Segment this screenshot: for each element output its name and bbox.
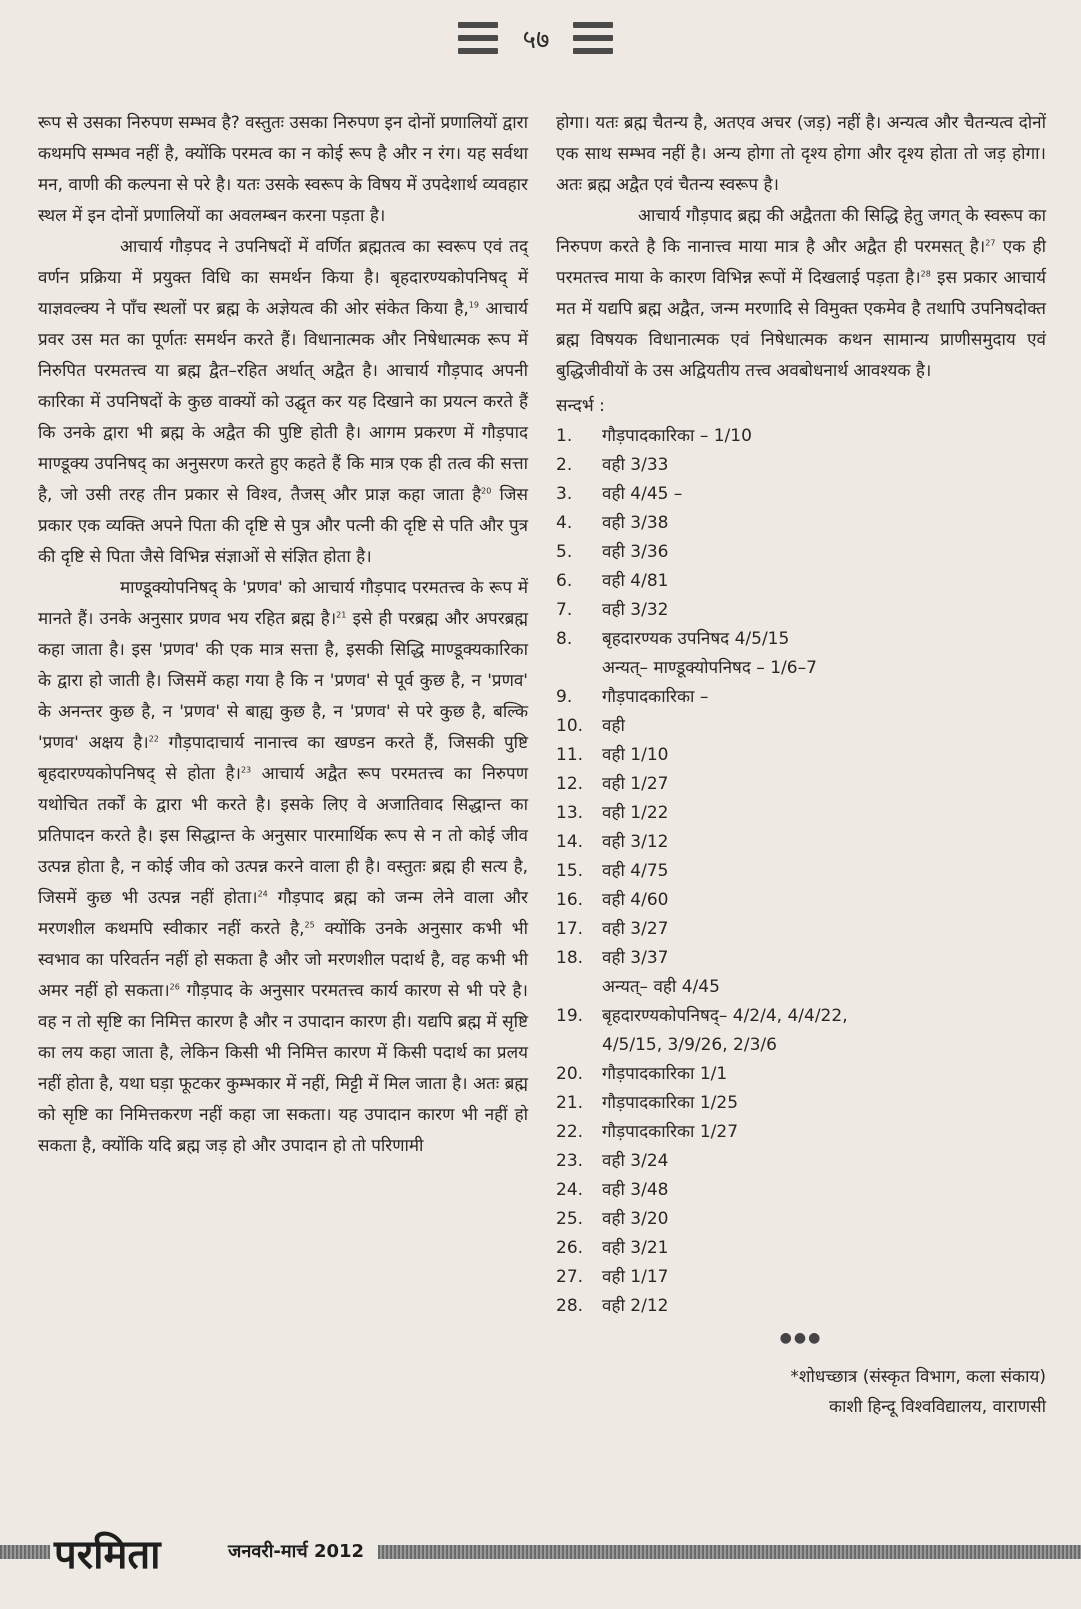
- reference-number: 4.: [556, 513, 573, 533]
- reference-item: [556, 567, 1046, 596]
- reference-number: 7.: [556, 600, 573, 620]
- references-list: [556, 422, 1046, 1321]
- reference-number: 11.: [556, 745, 584, 765]
- reference-number: 5.: [556, 542, 573, 562]
- reference-text: गौड़पादकारिका 1/25: [602, 1093, 739, 1113]
- reference-item: [556, 944, 1046, 973]
- reference-number: 22.: [556, 1122, 584, 1142]
- reference-text: गौड़पादकारिका 1/27: [602, 1122, 739, 1142]
- reference-number: 26.: [556, 1238, 584, 1258]
- reference-item: [556, 538, 1046, 567]
- reference-number: 13.: [556, 803, 584, 823]
- reference-number: 21.: [556, 1093, 584, 1113]
- reference-text: अन्यत्– माण्डूक्योपनिषद – 1/6–7: [602, 658, 817, 678]
- reference-item: [556, 770, 1046, 799]
- page-number: ५७: [522, 25, 550, 55]
- reference-text: बृहदारण्यक उपनिषद 4/5/15: [602, 629, 790, 649]
- footnote-ref: 21: [336, 610, 347, 620]
- reference-item: [556, 1292, 1046, 1321]
- reference-text: वही 1/10: [602, 745, 669, 765]
- reference-text: गौड़पादकारिका – 1/10: [602, 426, 752, 446]
- reference-number: 14.: [556, 832, 584, 852]
- reference-text: वही 3/48: [602, 1180, 669, 1200]
- reference-item: [556, 1263, 1046, 1292]
- reference-text: वही 3/38: [602, 513, 669, 533]
- reference-item: [556, 1031, 1046, 1060]
- reference-number: 9.: [556, 687, 573, 707]
- reference-number: 28.: [556, 1296, 584, 1316]
- paragraph-3: माण्डूक्योपनिषद् के 'प्रणव' को आचार्य गौड़पाद परमतत्त्व के रूप में मानते हैं। उनके अनुसार प्रणव भय रहित ब्रह्म है।$^{21}$ इसे ही परब्रह्म और अपरब्रह्म कहा जाता है। इस 'प्रणव' की एक मात्र सत्ता है, इसकी सिद्धि माण्डूक्यकारिका के द्वारा हो जाती है। जिसमें कहा गया है कि न 'प्रणव' से पूर्व कुछ है, न 'प्रणव' के अनन्तर कुछ है, न 'प्रणव' से बाह्य कुछ है, न 'प्रणव' से परे कुछ है, बल्कि 'प्रणव' अक्षय है।$^{22}$ गौड़पादाचार्य नानात्त्व का खण्डन करते हैं, जिसकी पुष्टि बृहदारण्यकोपनिषद् से होता है।$^{23}$ आचार्य अद्वैत रूप परमतत्त्व का निरुपण यथोचित तर्कों के द्वारा भी करते है। इसके लिए वे अजातिवाद सिद्धान्त का प्रतिपादन करते है। इस सिद्धान्त के अनुसार पारमार्थिक रूप से न तो कोई जीव उत्पन्न होता है, न कोई जीव को उत्पन्न करने वाला ही है। वस्तुतः ब्रह्म ही सत्य है, जिसमें कुछ भी उत्पन्न नहीं होता।$^{24}$ गौड़पाद ब्रह्म को जन्म लेने वाला और मरणशील कथमपि स्वीकार नहीं करते है,$^{25}$ क्योंकि उनके अनुसार कभी भी स्वभाव का परिवर्तन नहीं हो सकता है और जो मरणशील पदार्थ है, वह कभी भी अमर नहीं हो सकता।$^{26}$ गौड़पाद के अनुसार परमतत्त्व कार्य कारण से भी परे है। वह न तो सृष्टि का निमित्त कारण है और न उपादान कारण ही। यद्यपि ब्रह्म में सृष्टि का लय कहा जाता है, लेकिन किसी भी निमित्त कारण में किसी पदार्थ का प्रलय नहीं होता है, यथा घड़ा फूटकर कुम्भकार में नहीं, मिट्टी में मिल जाता है। अतः ब्रह्म को सृष्टि का निमित्तकरण नहीं कहा जा सकता। यह उपादान कारण भी नहीं हो सकता है, क्योंकि यदि ब्रह्म जड़ हो और उपादान हो तो परिणामी: [38, 578, 529, 1156]
- reference-number: 24.: [556, 1180, 584, 1200]
- reference-item: [556, 712, 1046, 741]
- reference-text: वही 1/22: [602, 803, 669, 823]
- reference-text: वही 1/17: [602, 1267, 669, 1287]
- reference-number: 1.: [556, 426, 573, 446]
- reference-item: [556, 451, 1046, 480]
- footer-stripe-left: [0, 1545, 50, 1559]
- reference-item: [556, 596, 1046, 625]
- reference-text: गौड़पादकारिका –: [602, 687, 709, 707]
- reference-item: [556, 509, 1046, 538]
- reference-text: वही 4/75: [602, 861, 669, 881]
- reference-text: वही 3/27: [602, 919, 669, 939]
- reference-item: [556, 973, 1046, 1002]
- reference-text: वही 2/12: [602, 1296, 669, 1316]
- reference-text: वही 3/33: [602, 455, 669, 475]
- reference-number: 8.: [556, 629, 573, 649]
- reference-text: वही 1/27: [602, 774, 669, 794]
- reference-text: वही 4/45 –: [602, 484, 683, 504]
- header-bars-left: [458, 22, 498, 56]
- reference-number: 25.: [556, 1209, 584, 1229]
- paragraph-2: आचार्य गौड़पद ने उपनिषदों में वर्णित ब्रह्मतत्व का स्वरूप एवं तद् वर्णन प्रक्रिया में प्रयुक्त विधि का समर्थन किया है। बृहदारण्यकोपनिषद् में याज्ञवल्क्य ने पाँच स्थलों पर ब्रह्म के अज्ञेयत्व की ओर संकेत किया है,$^{19}$ आचार्य प्रवर उस मत का पूर्णतः समर्थन करते हैं। विधानात्मक और निषेधात्मक रूप में निरुपित परमतत्त्व या ब्रह्म द्वैत–रहित अर्थात् अद्वैत है। आचार्य गौड़पाद अपनी कारिका में उपनिषदों के कुछ वाक्यों को उद्घृत कर यह दिखाने का प्रयत्न करते हैं कि उनके द्वारा भी ब्रह्म के अद्वैत की पुष्टि होती है। आगम प्रकरण में गौड़पाद माण्डूक्य उपनिषद् का अनुसरण करते हुए कहते हैं कि मात्र एक ही तत्व की सत्ता है, जो उसी तरह तीन प्रकार से विश्व, तैजस् और प्राज्ञ कहा जाता है$^{20}$ जिस प्रकार एक व्यक्ति अपने पिता की दृष्टि से पुत्र और पत्नी की दृष्टि से पति और पुत्र की दृष्टि से पिता जैसे विभिन्न संज्ञाओं से संज्ञित होता है।: [38, 237, 528, 567]
- paragraph-5: आचार्य गौड़पाद ब्रह्म की अद्वैतता की सिद्धि हेतु जगत् के स्वरूप का निरुपण करते है कि नानात्त्व माया मात्र है और अद्वैत ही परमसत् है।$^{27}$ एक ही परमतत्त्व माया के कारण विभिन्न रूपों में दिखलाई पड़ता है।$^{28}$ इस प्रकार आचार्य मत में यद्यपि ब्रह्म अद्वैत, जन्म मरणादि से विमुक्त एकमेव है तथापि उपनिषदोक्त ब्रह्म विषयक विधानात्मक एवं निषेधात्मक कथन सामान्य प्राणीसमुदाय एवं बुद्धिजीवीयों के उस अद्वियतीय तत्त्व अवबोधनार्थ आवश्यक है।: [556, 206, 1047, 381]
- footnote-ref: 19: [468, 300, 479, 310]
- author-affiliation: [556, 1362, 1046, 1422]
- reference-text: गौड़पादकारिका 1/1: [602, 1064, 728, 1084]
- reference-text: बृहदारण्यकोपनिषद्– 4/2/4, 4/4/22,: [602, 1006, 848, 1026]
- references-heading: सन्दर्भ :: [556, 396, 605, 416]
- reference-text: वही 3/32: [602, 600, 669, 620]
- paragraph-4: होगा। यतः ब्रह्म चैतन्य है, अतएव अचर (जड़) नहीं है। अन्यत्व और चैतन्यत्व दोनों एक साथ सम्भव नहीं है। अन्य होगा तो दृश्य होगा और दृश्य होता तो जड़ होगा। अतः ब्रह्म अद्वैत एवं चैतन्य स्वरूप है।: [556, 113, 1046, 195]
- reference-item: [556, 480, 1046, 509]
- reference-item: [556, 683, 1046, 712]
- footnote-ref: 20: [481, 486, 492, 496]
- reference-text: वही 4/60: [602, 890, 669, 910]
- affiliation-line-2: काशी हिन्दू विश्वविद्यालय, वाराणसी: [828, 1397, 1046, 1417]
- header-bars-right: [573, 22, 613, 56]
- reference-item: [556, 1060, 1046, 1089]
- reference-text: अन्यत्– वही 4/45: [602, 977, 720, 997]
- reference-number: 17.: [556, 919, 584, 939]
- reference-item: [556, 422, 1046, 451]
- reference-number: 23.: [556, 1151, 584, 1171]
- reference-number: 6.: [556, 571, 573, 591]
- issue-date: जनवरी-मार्च 2012: [228, 1541, 365, 1562]
- reference-item: [556, 1147, 1046, 1176]
- reference-number: 16.: [556, 890, 584, 910]
- reference-item: [556, 828, 1046, 857]
- reference-item: [556, 886, 1046, 915]
- end-ornament: ●●●: [779, 1330, 823, 1346]
- left-column: [38, 108, 528, 1162]
- reference-item: [556, 857, 1046, 886]
- footnote-ref: 26: [169, 982, 180, 992]
- reference-text: वही: [602, 716, 625, 736]
- reference-text: 4/5/15, 3/9/26, 2/3/6: [602, 1035, 777, 1055]
- footnote-ref: 22: [148, 734, 159, 744]
- reference-number: 20.: [556, 1064, 584, 1084]
- right-column: [556, 108, 1046, 1422]
- reference-item: [556, 741, 1046, 770]
- footnote-ref: 28: [920, 269, 931, 279]
- footnote-ref: 23: [240, 765, 252, 775]
- reference-item: [556, 1205, 1046, 1234]
- page-header: [0, 14, 1081, 64]
- reference-text: वही 4/81: [602, 571, 669, 591]
- reference-number: 15.: [556, 861, 584, 881]
- reference-number: 19.: [556, 1006, 584, 1026]
- magazine-logo: परमिता: [54, 1531, 161, 1578]
- footer-stripe-right: [378, 1545, 1081, 1559]
- reference-text: वही 3/37: [602, 948, 669, 968]
- reference-number: 3.: [556, 484, 573, 504]
- reference-item: [556, 799, 1046, 828]
- reference-number: 2.: [556, 455, 573, 475]
- footnote-ref: 24: [257, 889, 268, 899]
- reference-item: [556, 1234, 1046, 1263]
- reference-text: वही 3/12: [602, 832, 669, 852]
- reference-number: 10.: [556, 716, 584, 736]
- reference-item: [556, 1089, 1046, 1118]
- reference-item: [556, 1118, 1046, 1147]
- footnote-ref: 27: [985, 238, 996, 248]
- footnote-ref: 25: [304, 920, 315, 930]
- reference-text: वही 3/36: [602, 542, 669, 562]
- reference-item: [556, 1176, 1046, 1205]
- reference-item: [556, 625, 1046, 654]
- reference-text: वही 3/20: [602, 1209, 669, 1229]
- affiliation-line-1: *शोधच्छात्र (संस्कृत विभाग, कला संकाय): [790, 1367, 1046, 1387]
- reference-text: वही 3/24: [602, 1151, 669, 1171]
- reference-number: 27.: [556, 1267, 584, 1287]
- reference-number: 12.: [556, 774, 584, 794]
- reference-item: [556, 654, 1046, 683]
- reference-item: [556, 1002, 1046, 1031]
- reference-text: वही 3/21: [602, 1238, 669, 1258]
- page-footer: [0, 1523, 1081, 1593]
- reference-number: 18.: [556, 948, 584, 968]
- paragraph-1: रूप से उसका निरुपण सम्भव है? वस्तुतः उसका निरुपण इन दोनों प्रणालियों द्वारा कथमपि सम्भव नहीं है, क्योंकि परमत्व का न कोई रूप है और न रंग। यह सर्वथा मन, वाणी की कल्पना से परे है। यतः उसके स्वरूप के विषय में उपदेशार्थ व्यवहार स्थल में इन दोनों प्रणालियों का अवलम्बन करना पड़ता है।: [38, 113, 528, 226]
- reference-item: [556, 915, 1046, 944]
